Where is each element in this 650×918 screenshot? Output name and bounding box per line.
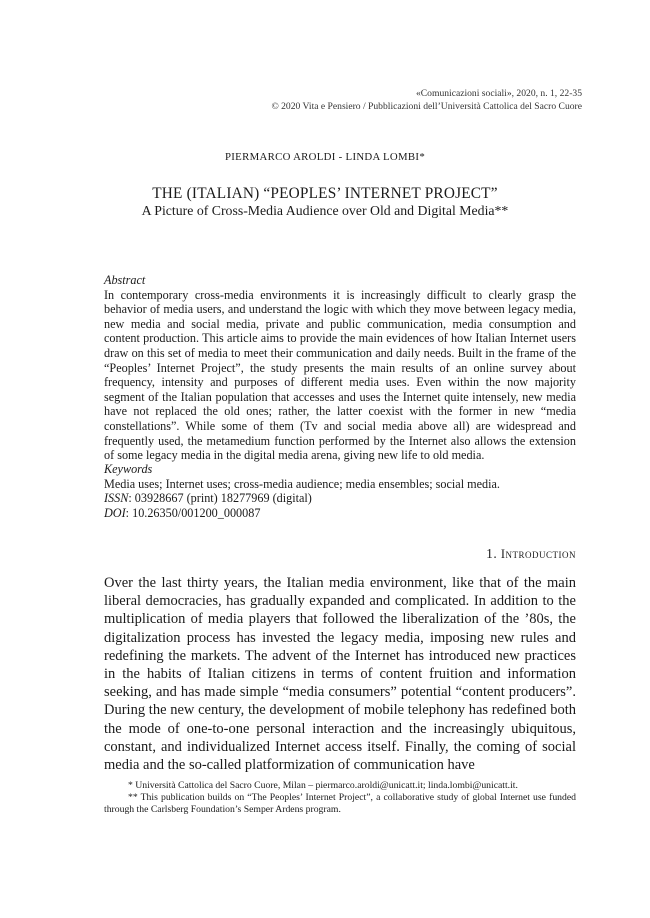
body-paragraph: Over the last thirty years, the Italian media environment, like that of the main liberal democracies, has gradually expanded and complicated. In addition to the multiplication of media players that followed the liberalization of the ’80s, the digitalization process has invested the legacy media, imposing new rules and redefining the markets. The advent of the Internet has introduced new practices in the habits of Italian citizens in terms of content fruition and information seeking, and has made simple “media consumers” potential “content producers”. During the new century, the development of mobile telephony has redefined both the mode of one-to-one personal interaction and the increasingly ubiquitous, constant, and individualized Internet access itself. Finally, the coming of social media and the so-called platformization of communication have xyxy=(104,575,576,774)
doi-label: DOI xyxy=(104,505,126,520)
journal-citation: «Comunicazioni sociali», 2020, n. 1, 22-35 xyxy=(415,88,582,99)
issn-label: ISSN xyxy=(104,491,129,506)
keywords-block xyxy=(104,462,576,520)
abstract-label: Abstract xyxy=(104,273,146,287)
abstract-text: In contemporary cross-media environments it is increasingly difficult to clearly grasp the behavior of media users, and understand the logic with which they move between legacy media, new media and social media, private and public communication, media consumption and content production. This article aims to provide the main evidences of how Italian Internet users draw on this set of media to meet their communication and daily needs. Built in the frame of the “Peoples’ Internet Project”, the study presents the main results of an online survey about frequency, intensity and purposes of different media uses. Even within the now majority segment of the Italian population that accesses and uses the Internet quite intensely, new media have not replaced the old ones; rather, the latter coexist with the former in new “media constellations”. While some of them (Tv and social media above all) are widespread and frequently used, the metamedium function performed by the Internet also allows the extension of some legacy media in the digital media arena, giving new life to old media. xyxy=(104,287,576,463)
doi-row xyxy=(104,506,576,521)
paper-subtitle: A Picture of Cross-Media Audience over Old and Digital Media** xyxy=(141,203,509,218)
journal-header xyxy=(271,87,582,113)
issn-value: : 03928667 (print) 18277969 (digital) xyxy=(128,491,312,506)
copyright-notice: © 2020 Vita e Pensiero / Pubblicazioni dell’Università Cattolica del Sacro Cuore xyxy=(271,101,582,112)
section-heading xyxy=(486,546,576,562)
paper-title: THE (ITALIAN) “PEOPLES’ INTERNET PROJECT” xyxy=(152,185,498,202)
doi-value: : 10.26350/001200_000087 xyxy=(125,505,261,520)
section-title: Introduction xyxy=(500,547,576,561)
keywords-text: Media uses; Internet uses; cross-media audience; media ensembles; social media. xyxy=(104,476,500,491)
footnote-affiliation: * Università Cattolica del Sacro Cuore, Milan – piermarco.aroldi@unicatt.it; linda.lombi@unicatt.it. xyxy=(128,780,518,791)
author-names: PIERMARCO AROLDI - LINDA LOMBI* xyxy=(224,151,426,163)
footnote-funding: ** This publication builds on “The Peoples’ Internet Project”, a collaborative study of global Internet use funded through the Carlsberg Foundation’s Semper Ardens program. xyxy=(104,792,576,815)
keywords-label: Keywords xyxy=(104,462,153,476)
issn-row xyxy=(104,491,576,506)
section-number: 1. xyxy=(486,546,498,561)
footnotes xyxy=(104,780,576,816)
abstract-block xyxy=(104,273,576,463)
